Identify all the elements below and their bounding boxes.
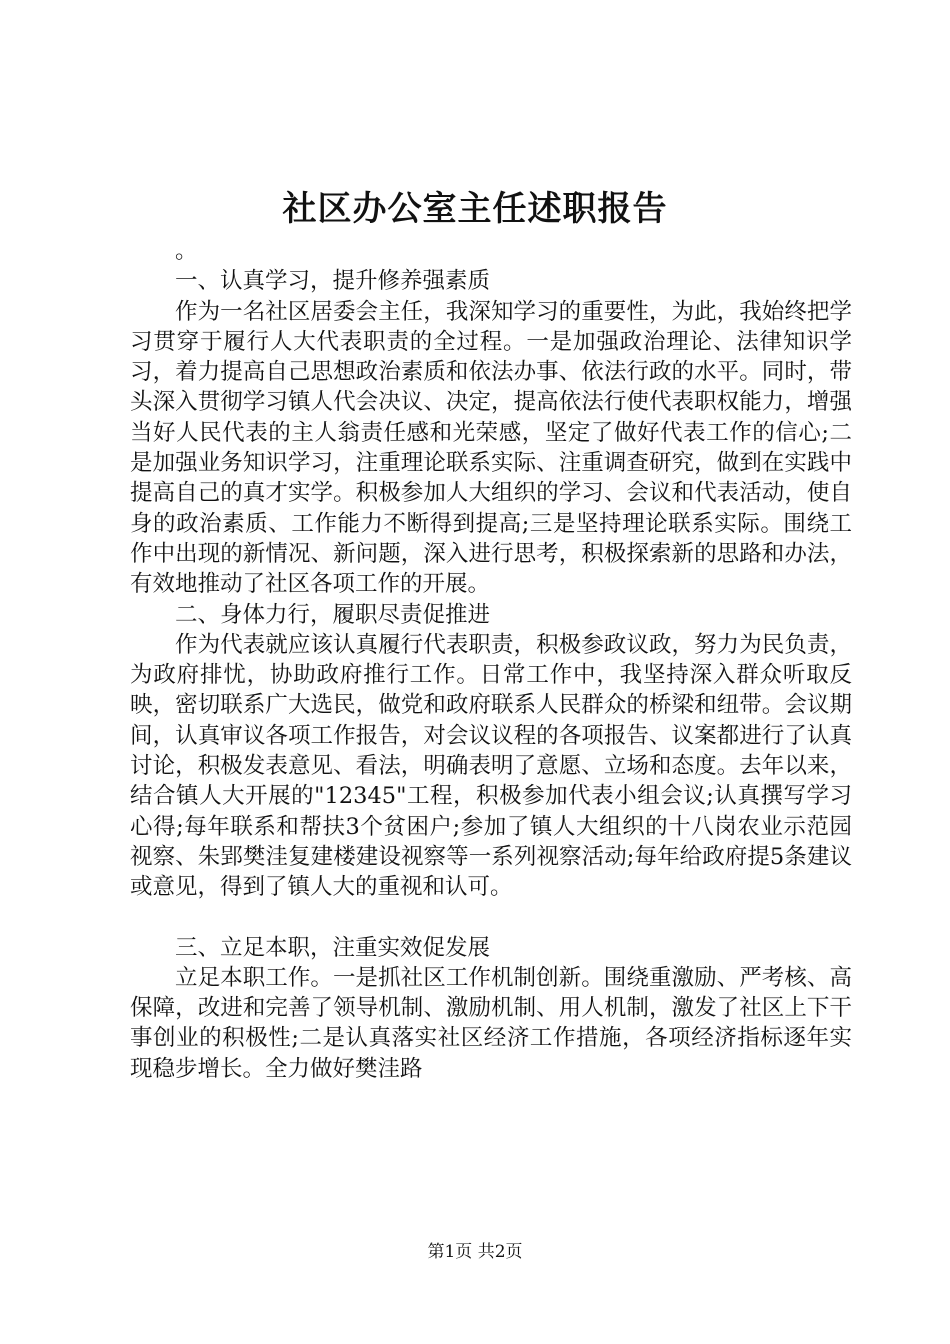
section-heading-2: 二、身体力行，履职尽责促推进 xyxy=(175,601,491,628)
section-heading-1: 一、认真学习，提升修养强素质 xyxy=(175,268,491,295)
document-body xyxy=(130,236,852,1084)
document-title: 社区办公室主任述职报告 xyxy=(282,189,668,229)
page-footer: 第1页 共2页 xyxy=(427,1242,523,1262)
paragraph-study: 作为一名社区居委会主任，我深知学习的重要性，为此，我始终把学习贯穿于履行人大代表职责的全过程。一是加强政治理论、法律知识学习，着力提高自己思想政治素质和依法办事、依法行政的水平。同时，带头深入贯彻学习镇人代会决议、决定，提高依法行使代表职权能力，增强当好人民代表的主人翁责任感和光荣感，坚定了做好代表工作的信心;二是加强业务知识学习，注重理论联系实际、注重调查研究，做到在实践中提高自己的真才实学。积极参加人大组织的学习、会议和代表活动，使自身的政治素质、工作能力不断得到提高;三是坚持理论联系实际。围绕工作中出现的新情况、新问题，深入进行思考，积极探索新的思路和办法，有效地推动了社区各项工作的开展。 xyxy=(130,298,852,598)
paragraph-work: 立足本职工作。一是抓社区工作机制创新。围绕重激励、严考核、高保障，改进和完善了领导机制、激励机制、用人机制，激发了社区上下干事创业的积极性;二是认真落实社区经济工作措施，各项经济指标逐年实现稳步增长。全力做好樊洼路 xyxy=(130,964,852,1082)
section-heading-3: 三、立足本职，注重实效促发展 xyxy=(175,934,491,961)
paragraph-intro-mark: 。 xyxy=(175,238,198,264)
paragraph-duties: 作为代表就应该认真履行代表职责，积极参政议政，努力为民负责，为政府排忧，协助政府推行工作。日常工作中，我坚持深入群众听取反映，密切联系广大选民，做党和政府联系人民群众的桥梁和纽带。会议期间，认真审议各项工作报告，对会议议程的各项报告、议案都进行了认真讨论，积极发表意见、看法，明确表明了意愿、立场和态度。去年以来，结合镇人大开展的"12345"工程，积极参加代表小组会议;认真撰写学习心得;每年联系和帮扶3个贫困户;参加了镇人大组织的十八岗农业示范园视察、朱郢樊洼复建楼建设视察等一系列视察活动;每年给政府提5条建议或意见，得到了镇人大的重视和认可。 xyxy=(130,631,852,901)
paragraph-gap xyxy=(130,903,852,933)
